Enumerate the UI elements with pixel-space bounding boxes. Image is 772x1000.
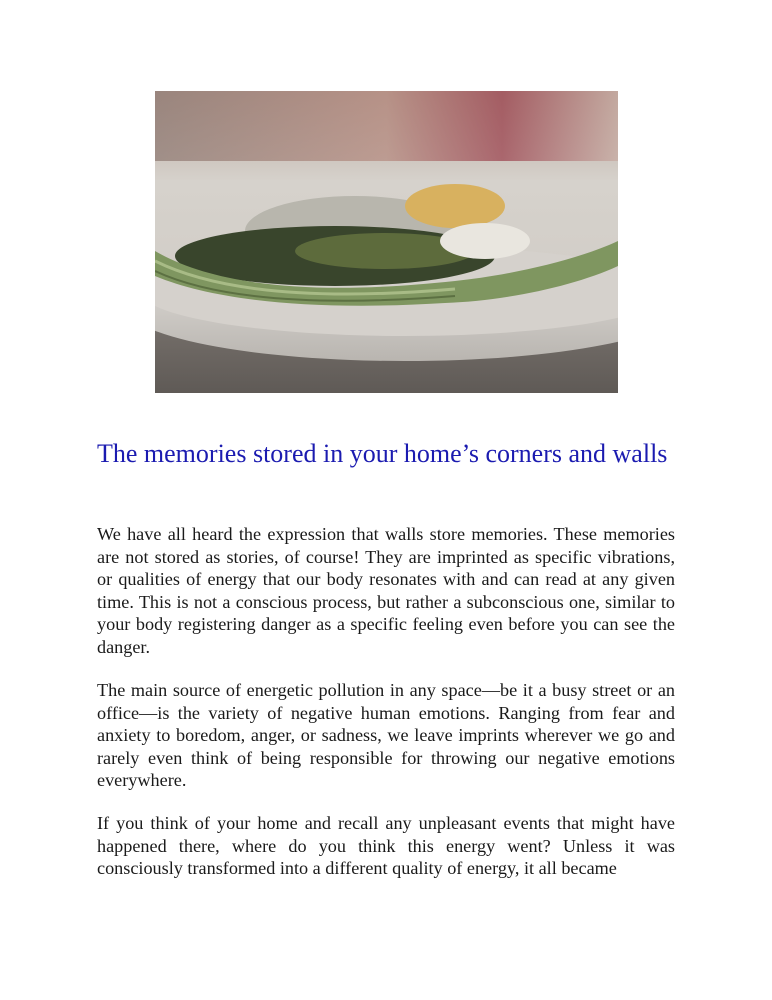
section-heading: The memories stored in your home’s corners and walls — [97, 439, 668, 468]
body-paragraph: If you think of your home and recall any unpleasant events that might have happened there, where do you think this energy went? Unless it was consciously transformed into a different quality of energy, it all became — [97, 813, 675, 879]
body-paragraph: We have all heard the expression that walls store memories. These memories are not stored as stories, of course! They are imprinted as specific vibrations, or qualities of energy that our body resonates with and can read at any given time. This is not a conscious process, but rather a subconscious one, similar to your body registering danger as a specific feeling even before you can see the danger. — [97, 524, 675, 657]
body-paragraph: The main source of energetic pollution in any space—be it a busy street or an office—is the variety of negative human emotions. Ranging from fear and anxiety to boredom, anger, or sadness, we leave imprints wherever we go and rarely even think of being responsible for throwing our negative emotions everywhere. — [97, 680, 675, 791]
herb-bundle-photo — [155, 91, 618, 393]
